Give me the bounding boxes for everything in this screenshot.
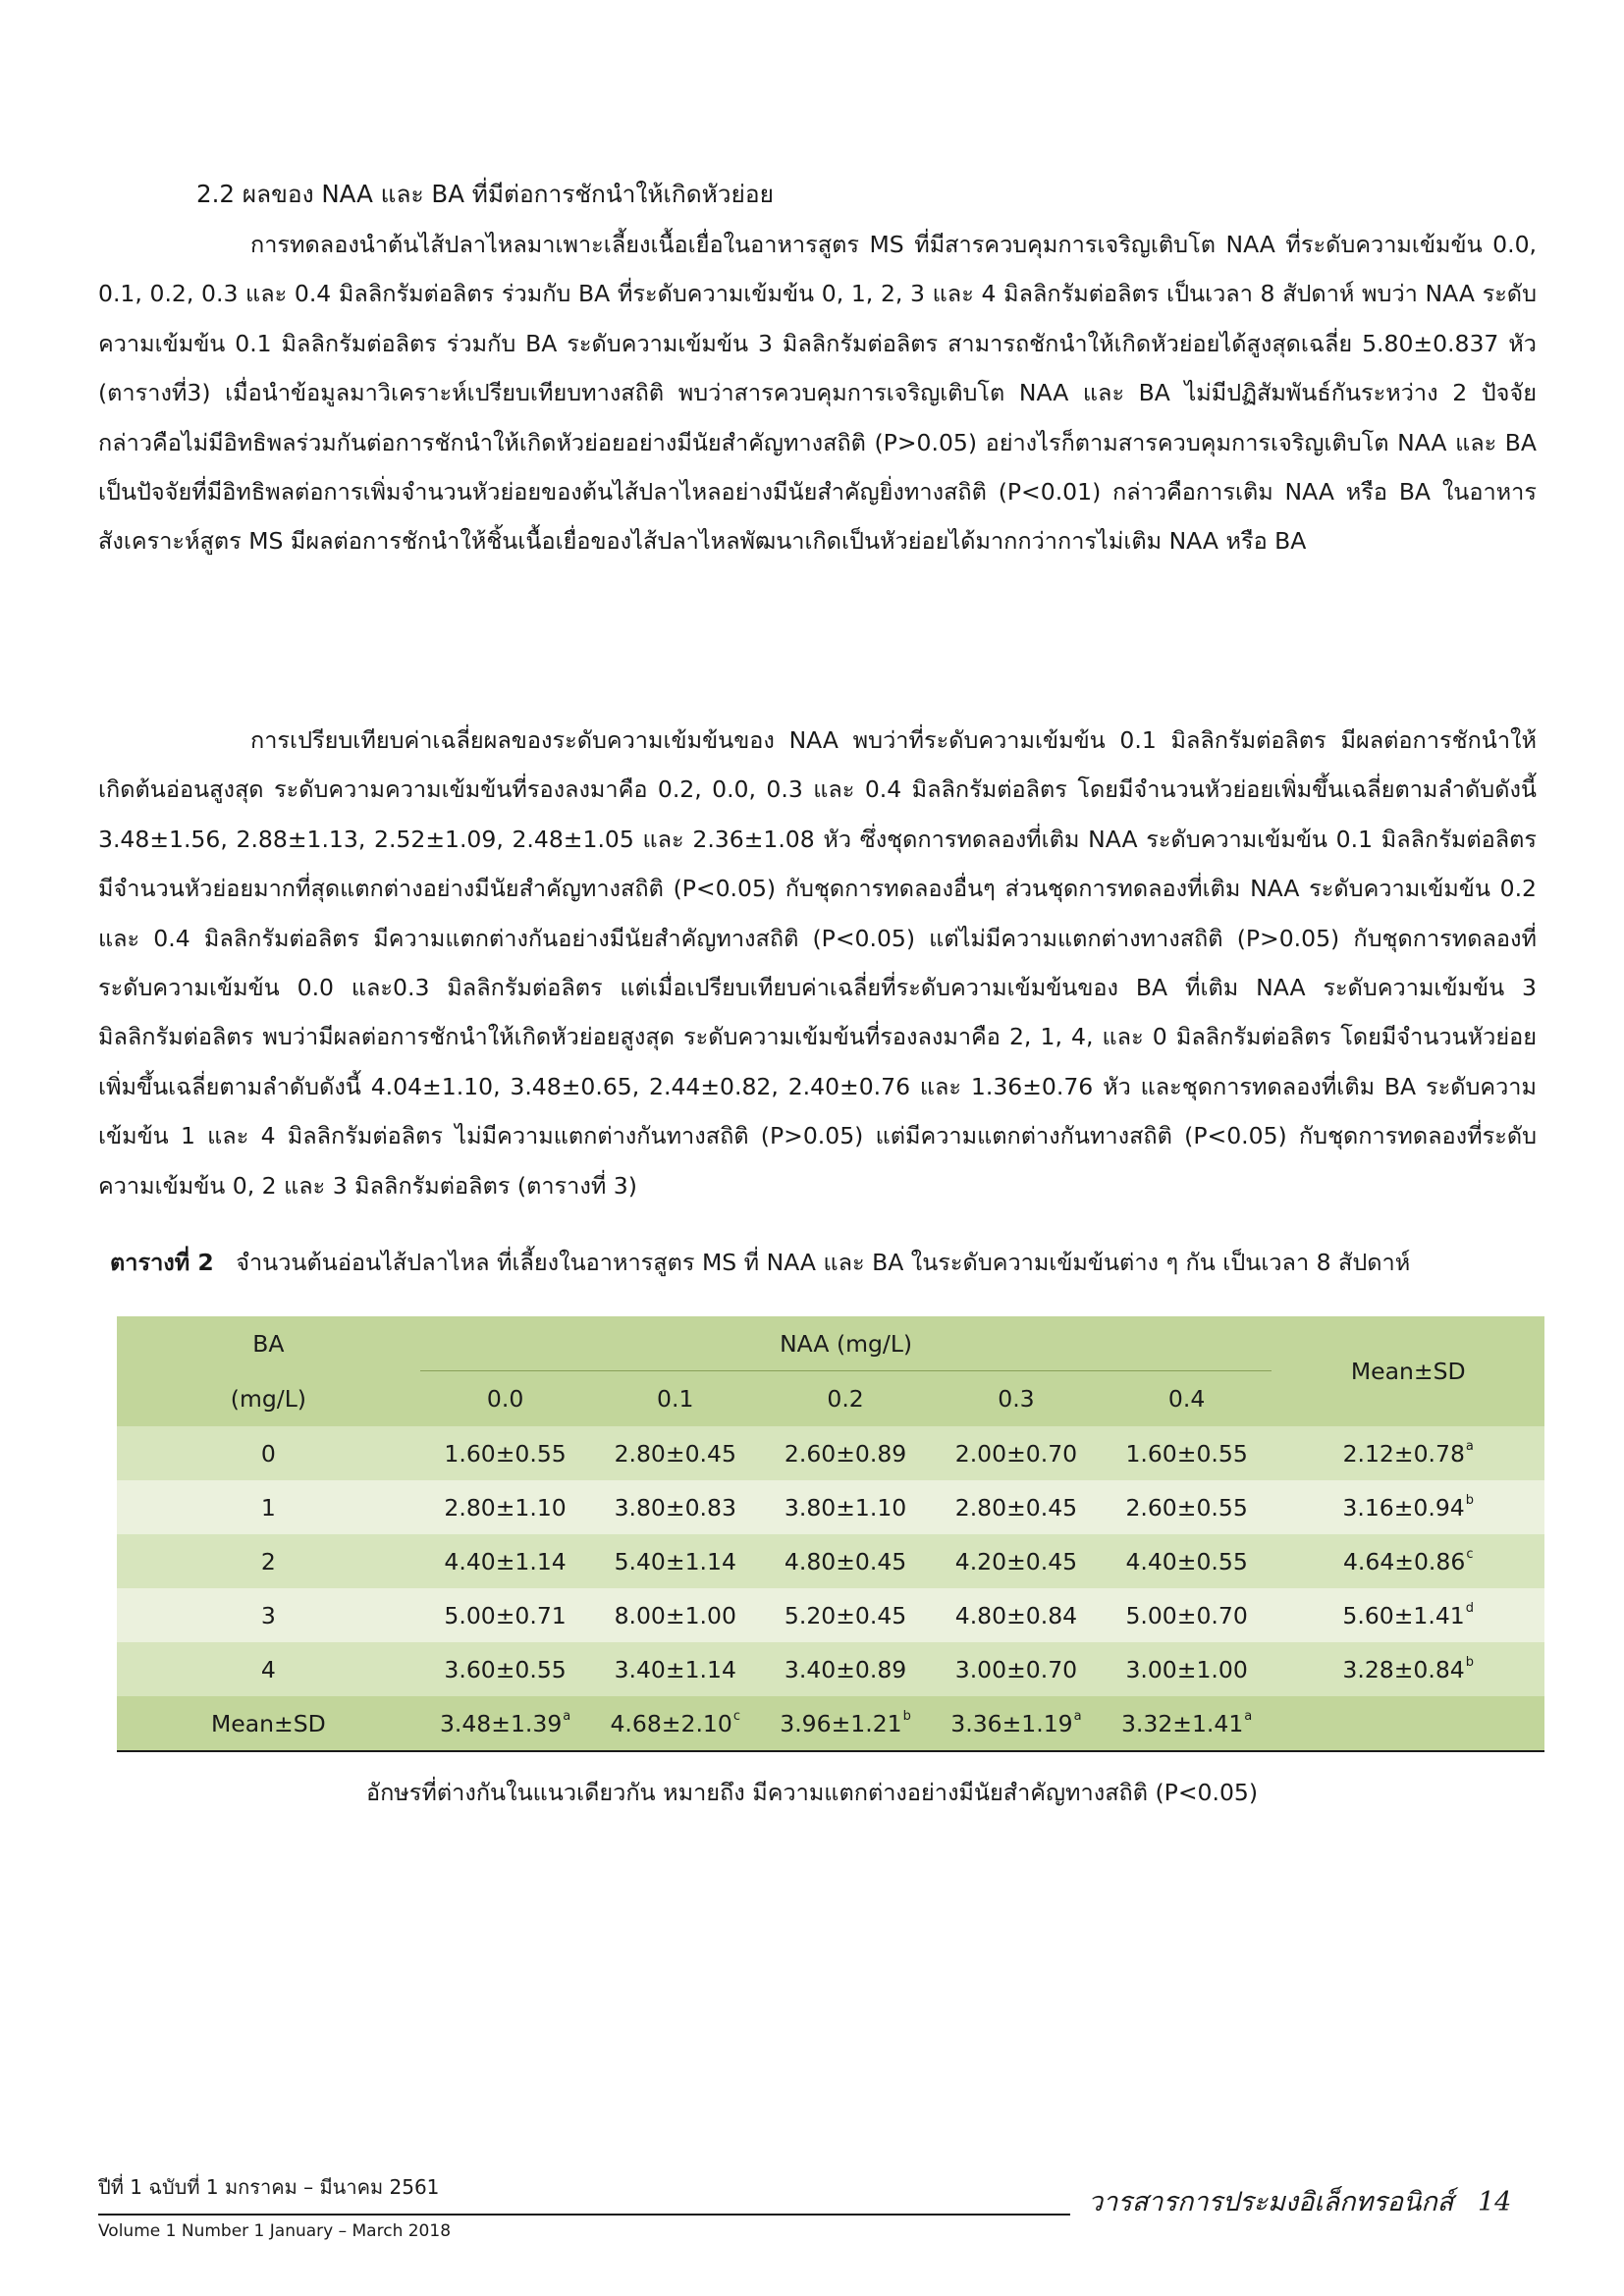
- significance-letter: a: [1465, 1439, 1474, 1454]
- value-cell: 1.60±0.55: [420, 1426, 591, 1480]
- row-mean-cell: [1272, 1534, 1544, 1588]
- column-mean-value: 3.36±1.19: [950, 1710, 1073, 1737]
- value-cell: 2.60±0.55: [1102, 1480, 1272, 1534]
- row-mean-value: 3.16±0.94: [1342, 1494, 1465, 1522]
- value-cell: 3.80±0.83: [590, 1480, 760, 1534]
- footer-issue-english: Volume 1 Number 1 January – March 2018: [98, 2221, 452, 2241]
- value-cell: 3.80±1.10: [760, 1480, 931, 1534]
- row-mean-cell: [1272, 1480, 1544, 1534]
- ba-level-cell: 2: [117, 1534, 420, 1588]
- column-mean-value: 3.32±1.41: [1120, 1710, 1244, 1737]
- ba-header: BA: [117, 1316, 420, 1371]
- value-cell: 5.00±0.71: [420, 1588, 591, 1642]
- significance-letter: b: [1465, 1493, 1475, 1508]
- journal-name: วารสารการประมงอิเล็กทรอนิกส์: [1088, 2187, 1454, 2217]
- value-cell: 8.00±1.00: [590, 1588, 760, 1642]
- column-mean-value: 3.48±1.39: [439, 1710, 563, 1737]
- column-mean-cell: [760, 1696, 931, 1751]
- mean-header: Mean±SD: [1272, 1316, 1544, 1426]
- value-cell: 3.60±0.55: [420, 1642, 591, 1696]
- row-mean-cell: [1272, 1426, 1544, 1480]
- column-mean-cell: [590, 1696, 760, 1751]
- results-table: [117, 1316, 1544, 1752]
- footer-label-cell: Mean±SD: [117, 1696, 420, 1751]
- table-caption-lead: ตารางที่ 2: [110, 1249, 214, 1276]
- table-row: [117, 1642, 1544, 1696]
- value-cell: 1.60±0.55: [1102, 1426, 1272, 1480]
- value-cell: 4.80±0.45: [760, 1534, 931, 1588]
- ba-level-cell: 4: [117, 1642, 420, 1696]
- paragraph-1: [98, 220, 1537, 566]
- significance-letter: b: [902, 1709, 911, 1724]
- table-row: [117, 1480, 1544, 1534]
- ba-level-cell: 0: [117, 1426, 420, 1480]
- significance-letter: d: [1465, 1601, 1475, 1616]
- paragraph-2: [98, 716, 1537, 1210]
- footer-rule: [98, 2214, 1070, 2216]
- significance-letter: a: [1244, 1709, 1253, 1724]
- column-mean-cell: [931, 1696, 1102, 1751]
- row-mean-value: 5.60±1.41: [1342, 1602, 1465, 1629]
- section-heading: 2.2 ผลของ NAA และ BA ที่มีต่อการชักนำให้เกิดหัวย่อย: [196, 180, 774, 208]
- table-footnote: อักษรที่ต่างกันในแนวเดียวกัน หมายถึง มีความแตกต่างอย่างมีนัยสำคัญทางสถิติ (P<0.05): [365, 1779, 1259, 1806]
- column-mean-cell: [1102, 1696, 1272, 1751]
- value-cell: 3.00±0.70: [931, 1642, 1102, 1696]
- value-cell: 4.40±1.14: [420, 1534, 591, 1588]
- ba-level-cell: 3: [117, 1588, 420, 1642]
- value-cell: 2.00±0.70: [931, 1426, 1102, 1480]
- naa-level-header: 0.3: [931, 1371, 1102, 1427]
- table-row: [117, 1426, 1544, 1480]
- value-cell: 4.80±0.84: [931, 1588, 1102, 1642]
- naa-level-header: 0.1: [590, 1371, 760, 1427]
- value-cell: 4.40±0.55: [1102, 1534, 1272, 1588]
- table-caption-text: จำนวนต้นอ่อนไส้ปลาไหล ที่เลี้ยงในอาหารสูตร MS ที่ NAA และ BA ในระดับความเข้มข้นต่าง ๆ กัน เป็นเวลา 8 สัปดาห์: [236, 1249, 1411, 1276]
- row-mean-value: 2.12±0.78: [1342, 1440, 1465, 1468]
- naa-level-header: 0.0: [420, 1371, 591, 1427]
- table-row: [117, 1588, 1544, 1642]
- row-mean-cell: [1272, 1588, 1544, 1642]
- value-cell: 5.20±0.45: [760, 1588, 931, 1642]
- row-mean-cell: [1272, 1642, 1544, 1696]
- significance-letter: a: [563, 1709, 571, 1724]
- naa-level-header: 0.2: [760, 1371, 931, 1427]
- column-mean-value: 4.68±2.10: [610, 1710, 732, 1737]
- value-cell: 2.80±0.45: [931, 1480, 1102, 1534]
- footer-issue-thai: ปีที่ 1 ฉบับที่ 1 มกราคม – มีนาคม 2561: [98, 2175, 440, 2199]
- value-cell: 3.40±0.89: [760, 1642, 931, 1696]
- table-row: [117, 1534, 1544, 1588]
- value-cell: 2.80±1.10: [420, 1480, 591, 1534]
- value-cell: 5.00±0.70: [1102, 1588, 1272, 1642]
- column-mean-cell: [420, 1696, 591, 1751]
- column-mean-value: 3.96±1.21: [780, 1710, 902, 1737]
- value-cell: 2.60±0.89: [760, 1426, 931, 1480]
- value-cell: 5.40±1.14: [590, 1534, 760, 1588]
- ba-level-cell: 1: [117, 1480, 420, 1534]
- empty-cell: [1272, 1696, 1544, 1751]
- value-cell: 2.80±0.45: [590, 1426, 760, 1480]
- paragraph-2-text: การเปรียบเทียบค่าเฉลี่ยผลของระดับความเข้มข้นของ NAA พบว่าที่ระดับความเข้มข้น 0.1 มิลลิกรัมต่อลิตร มีผลต่อการชักนำให้เกิดต้นอ่อนสูงสุด ระดับความความเข้มข้นที่รองลงมาคือ 0.2, 0.0, 0.3 และ 0.4 มิลลิกรัมต่อลิตร โดยมีจำนวนหัวย่อยเพิ่มขึ้นเฉลี่ยตามลำดับดังนี้ 3.48±1.56, 2.88±1.13, 2.52±1.09, 2.48±1.05 และ 2.36±1.08 หัว ซึ่งชุดการทดลองที่เติม NAA ระดับความเข้มข้น 0.1 มิลลิกรัมต่อลิตร มีจำนวนหัวย่อยมากที่สุดแตกต่างอย่างมีนัยสำคัญทางสถิติ (P<0.05) กับชุดการทดลองอื่นๆ ส่วนชุดการทดลองที่เติม NAA ระดับความเข้มข้น 0.2 และ 0.4 มิลลิกรัมต่อลิตร มีความแตกต่างกันอย่างมีนัยสำคัญทางสถิติ (P<0.05) แต่ไม่มีความแตกต่างทางสถิติ (P>0.05) กับชุดการทดลองที่ระดับความเข้มข้น 0.0 และ0.3 มิลลิกรัมต่อลิตร แต่เมื่อเปรียบเทียบค่าเฉลี่ยที่ระดับความเข้มข้นของ BA ที่เติม NAA ระดับความเข้มข้น 3 มิลลิกรัมต่อลิตร พบว่ามีผลต่อการชักนำให้เกิดหัวย่อยสูงสุด ระดับความเข้มข้นที่รองลงมาคือ 2, 1, 4, และ 0 มิลลิกรัมต่อลิตร โดยมีจำนวนหัวย่อยเพิ่มขึ้นเฉลี่ยตามลำดับดังนี้ 4.04±1.10, 3.48±0.65, 2.44±0.82, 2.40±0.76 และ 1.36±0.76 หัว และชุดการทดลองที่เติม BA ระดับความเข้มข้น 1 และ 4 มิลลิกรัมต่อลิตร ไม่มีความแตกต่างกันทางสถิติ (P>0.05) แต่มีความแตกต่างกันทางสถิติ (P<0.05) กับชุดการทดลองที่ระดับความเข้มข้น 0, 2 และ 3 มิลลิกรัมต่อลิตร (ตารางที่ 3): [98, 726, 1537, 1200]
- page-number: 14: [1478, 2187, 1512, 2217]
- paragraph-1-text: การทดลองนำต้นไส้ปลาไหลมาเพาะเลี้ยงเนื้อเยื่อในอาหารสูตร MS ที่มีสารควบคุมการเจริญเติบโต NAA ที่ระดับความเข้มข้น 0.0, 0.1, 0.2, 0.3 และ 0.4 มิลลิกรัมต่อลิตร ร่วมกับ BA ที่ระดับความเข้มข้น 0, 1, 2, 3 และ 4 มิลลิกรัมต่อลิตร เป็นเวลา 8 สัปดาห์ พบว่า NAA ระดับความเข้มข้น 0.1 มิลลิกรัมต่อลิตร ร่วมกับ BA ระดับความเข้มข้น 3 มิลลิกรัมต่อลิตร สามารถชักนำให้เกิดหัวย่อยได้สูงสุดเฉลี่ย 5.80±0.837 หัว (ตารางที่3) เมื่อนำข้อมูลมาวิเคราะห์เปรียบเทียบทางสถิติ พบว่าสารควบคุมการเจริญเติบโต NAA และ BA ไม่มีปฏิสัมพันธ์กันระหว่าง 2 ปัจจัย กล่าวคือไม่มีอิทธิพลร่วมกันต่อการชักนำให้เกิดหัวย่อยอย่างมีนัยสำคัญทางสถิติ (P>0.05) อย่างไรก็ตามสารควบคุมการเจริญเติบโต NAA และ BA เป็นปัจจัยที่มีอิทธิพลต่อการเพิ่มจำนวนหัวย่อยของต้นไส้ปลาไหลอย่างมีนัยสำคัญยิ่งทางสถิติ (P<0.01) กล่าวคือการเติม NAA หรือ BA ในอาหารสังเคราะห์สูตร MS มีผลต่อการชักนำให้ชิ้นเนื้อเยื่อของไส้ปลาไหลพัฒนาเกิดเป็นหัวย่อยได้มากกว่าการไม่เติม NAA หรือ BA: [98, 231, 1537, 556]
- row-mean-value: 3.28±0.84: [1342, 1656, 1465, 1683]
- table-footer-row: [117, 1696, 1544, 1751]
- significance-letter: b: [1465, 1655, 1475, 1670]
- ba-unit-header: (mg/L): [117, 1371, 420, 1427]
- significance-letter: c: [1466, 1547, 1474, 1562]
- value-cell: 4.20±0.45: [931, 1534, 1102, 1588]
- value-cell: 3.00±1.00: [1102, 1642, 1272, 1696]
- row-mean-value: 4.64±0.86: [1342, 1548, 1466, 1575]
- significance-letter: a: [1073, 1709, 1082, 1724]
- table-caption: [110, 1245, 1543, 1280]
- value-cell: 3.40±1.14: [590, 1642, 760, 1696]
- significance-letter: c: [732, 1709, 740, 1724]
- naa-level-header: 0.4: [1102, 1371, 1272, 1427]
- naa-header: NAA (mg/L): [420, 1316, 1272, 1371]
